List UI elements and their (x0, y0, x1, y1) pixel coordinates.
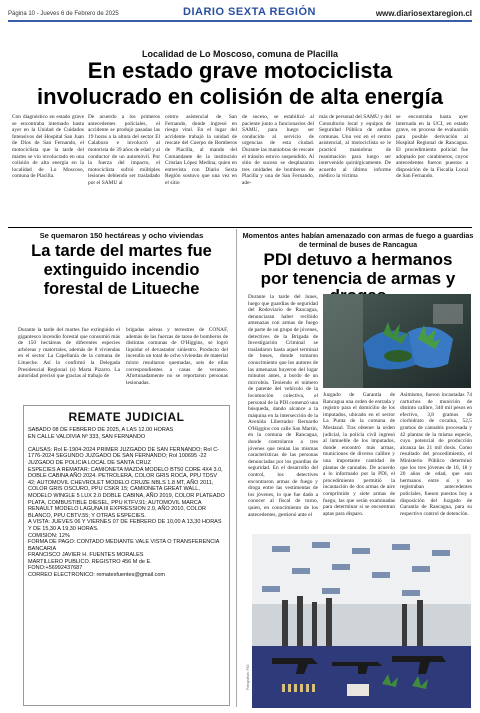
story2-kicker: Se quemaron 150 hectáreas y ocho viviendas (39, 231, 204, 240)
story3-col2: Juzgado de Garantía de Rancagua una orden de entrada y registro para el domicilio de los imputados, ubicado en el sector La Punta de la comuna de Mostazal. Tras obtener la orden judicial, la policía civil ingresó al inmueble de los imputados, donde encontró más armas, municiones de diverso calibre y una importante cantidad de plantas de cannabis. De acuerdo a lo informado por la PDI, el procedimiento permitió la incautación de dos armas de aire comprimido y siete armas de fuego, las que serán examinadas para determinar si se encuentran aptas para disparo. (323, 392, 395, 517)
story1-kicker: Localidad de Lo Moscoso, comuna de Placilla (141, 49, 339, 59)
page-header (0, 0, 480, 44)
story1-headline-line1: En estado grave motociclista (87, 58, 393, 83)
story1-col3: centro asistencial de San Fernando, donde ingresó en riesgo vital. En el lugar del accidente trabajó la unidad de rescate del Cuerpo de Bomberos de Placilla, al mando del Comandante de la institución Cristian López Medina, quien en entrevista con Diario Sexta Región sostuvo que una vez en el sitio (165, 114, 237, 186)
remate-title: REMATE JUDICIAL (68, 410, 185, 424)
header-rule (8, 20, 472, 22)
section-divider (8, 227, 472, 228)
remate-judicial-ad (23, 405, 230, 706)
evidence-photo-top-image (323, 294, 471, 388)
story1-col1: Con diagnóstico en estado grave se encontraba internado hasta ayer en la Unidad de Cuidados Intensivos del Hospital San Juan de Dios de San Fernando, el motociclista que la tarde del martes se vio involucrado en una colisión de alta energía en la localidad de Lo Moscoso, comuna de Placilla. (12, 114, 84, 180)
story3-kicker-line2: de terminal de buses de Rancagua (298, 240, 418, 249)
story1-col6: se encontraba hasta ayer internada en la UCI, en estado grave, en proceso de evaluación para posible derivación al Hospital Regional de Rancagua. El procedimiento policial fue adoptado por carabineros, cuyos antecedentes fueron puestos a disposición de la Fiscalía Local de San Fernando. (396, 114, 468, 180)
story1-col5: más de personal del SAMU y del Consultorio local y equipos de Seguridad Pública de ambas comunas. Una vez en el centro asistencial, al motociclista se le practicó maniobras de reanimación para luego ser intervenido quirúrgicamente. De acuerdo al último informe médico la víctima (319, 114, 391, 180)
story1-col2: De acuerdo a los primeros antecedentes policiales, el accidente se produjo pasadas las 19 horas a la altura del sector El Calabozo e involucró al motorista de 39 años de edad y al conductor de un automóvil. Por la fuerza del impacto, el motociclista sufrió múltiples lesiones debiendo ser trasladado por el SAMU al (88, 114, 160, 186)
evidence-photo-bottom-image (252, 534, 471, 708)
story3-col3: Asimismo, fueron incautadas 74 cartuchos de munición de distinto calibre, 340 mil pesos en efectivo, 3,8 gramos de clorhidrato de cocaína, 52,5 gramos de cannabis procesada y 42 plantas de la misma especie, cuyo potencial de producción alcanza las 21 mil dosis. Como resultado del procedimiento, el Ministerio Público determinó que los tres jóvenes de 16, 18 y 20 años de edad, que son hermanos entre sí y no registraban antecedentes policiales, fuesen puestos hoy a disposición del Juzgado de Garantía de Rancagua, para su respectivo control de detención. (400, 392, 472, 517)
evidence-photo-top (323, 294, 471, 388)
story2-headline: La tarde del martes fue extinguido incendio forestal de Litueche (31, 242, 212, 298)
evidence-photo-bottom (252, 534, 471, 708)
story3-headline-line1: PDI detuvo a hermanos (263, 250, 453, 269)
page-label: Página 10 - Jueves 6 de Febrero de 2025 (8, 11, 119, 17)
remate-body: SABADO 08 DE FEBRERO DE 2025, A LAS 12.00 HORAS EN CALLE VALDIVIA Nº 333, SAN FERNANDO CAUSAS: Rol E-1904-2024 PRIMER JUZGADO DE SAN FERNANDO; Rol C-1776-2024 SEGUNDO JUZGADO DE SAN FERNANDO; Rol 100695 -22 JUZGADO DE POLICIA LOCAL DE SANTA CRUZ ESPECIES A REMATAR: CAMIONETA MAZDA MODELO BT50 CORE 4X4 3.0, DOBLE CABINA AÑO 2024. PETROLERA, COLOR GRIS ROCA, PPU TDSV 42; AUTOMOVIL CHEVROLET MODELO CRUZE NBLS 1.8 MT, AÑO 2011, COLOR GRIS OSCURO, PPU CSKR 15; CAMIONETA GREAT WALL, MODELO WINGLE 5 LUX 2.0 DOBLE CABINA, AÑO 2019, COLOR PLATEADO PLATA, COMBUSTIBLE DIESEL, PPU KTFV.91; AUTOMOVIL MARCA RENAULT MODELO LAGUNA III EXPRESSION 2.0, AÑO 2010, COLOR BLANCO, PPU CBTV.55; Y OTRAS ESPECIES. A VISTA: JUEVES 06 Y VIERNES 07 DE FEBRERO DE 10,00 A 13,30 HORAS Y DE 15,30 A 19,30 HORAS. COMISION: 12% FORMA DE PAGO: CONTADO MEDIANTE VALE VISTA O TRANSFERENCIA BANCARIA FRANCISCO JAVIER H. FUENTES MORALES MARTILLERO PUBLICO. REGISTRO 456 M de E. FONO:+56992437687 CORREO ELECTRONICO: rematesfuentes@gmail.com (28, 427, 225, 579)
photo-credit: Fotografías: PDI (246, 664, 250, 690)
story3-headline-line2: por tenencia de armas y (260, 269, 456, 288)
story2-col2: brigadas aéreas y terrestres de CONAF, además de las fuerzas de tarea de bomberos de distintas comunas de O'Higgins, se logró liquidar el devastador siniestro. Producto del incendio un total de ocho viviendas de material mixto resultaron quemadas, seis de ellas correspondientes a casas de veraneo. Afortunadamente no se reportaron personas lesionadas. (126, 327, 228, 386)
story3-kicker-line1: Momentos antes habían amenazado con armas de fuego a guardias (242, 231, 474, 240)
story3-col1: Durante la tarde del lunes, luego que guardias de seguridad del Rodoviario de Rancagua, denunciaran haber recibido amenazas con armas de fuego de parte de un grupo de jóvenes, detectives de la Brigada de Investigación Criminal se trasladaron hasta aquel terminal de buses, donde tomaron conocimiento que los autores de las amenazas huyeron del lugar minutos antes, a bordo de un microbús. Teniendo el número de patente del vehículo de la locomoción colectiva, el personal de la PDI comenzó una búsqueda, dando alcance a la máquina en la intersección de la Avenida Libertador Bernardo O'Higgins con calle San Martín, en la comuna de Rancagua, donde controlaron a tres jóvenes que tenían las mismas características de las personas denunciadas por los guardias de seguridad. En el desarrollo del control, los detectives encontraron armas de fuego y droga entre las vestimentas de los jóvenes, lo que fue dado a conocer al fiscal de turno, quien, en conocimiento de los antecedentes, gestionó ante el (248, 294, 318, 518)
masthead: DIARIO SEXTA REGIÓN (183, 6, 316, 18)
column-divider (236, 229, 237, 707)
story2-col1: Durante la tarde del martes fue extinguido el gigantesco incendio forestal que consumió más de 150 hectáreas de diferentes especies arbóreas y matorrales, además de 8 viviendas en el sector La Capellanía de la comuna de Litueche. Así lo confirmó la Delegada Presidencial Regional (s) Marta Pizarro. La autoridad precisó que gracias al trabajo de (18, 327, 120, 380)
story1-headline-line2: involucrado en colisión de alta energía (37, 84, 443, 109)
story1-col4: de suceso, se estabilizó al paciente junto a funcionarios del SAMU, para luego ser conducido al servicio de urgencias de esta ciudad. Durante las maniobras de rescate el tránsito estuvo suspendido. Al sitio de suceso se desplazaron tres unidades de bomberos de Placilla y una de San Fernando, ade- (242, 114, 314, 186)
website-link[interactable]: www.diariosextaregion.cl (375, 9, 472, 18)
